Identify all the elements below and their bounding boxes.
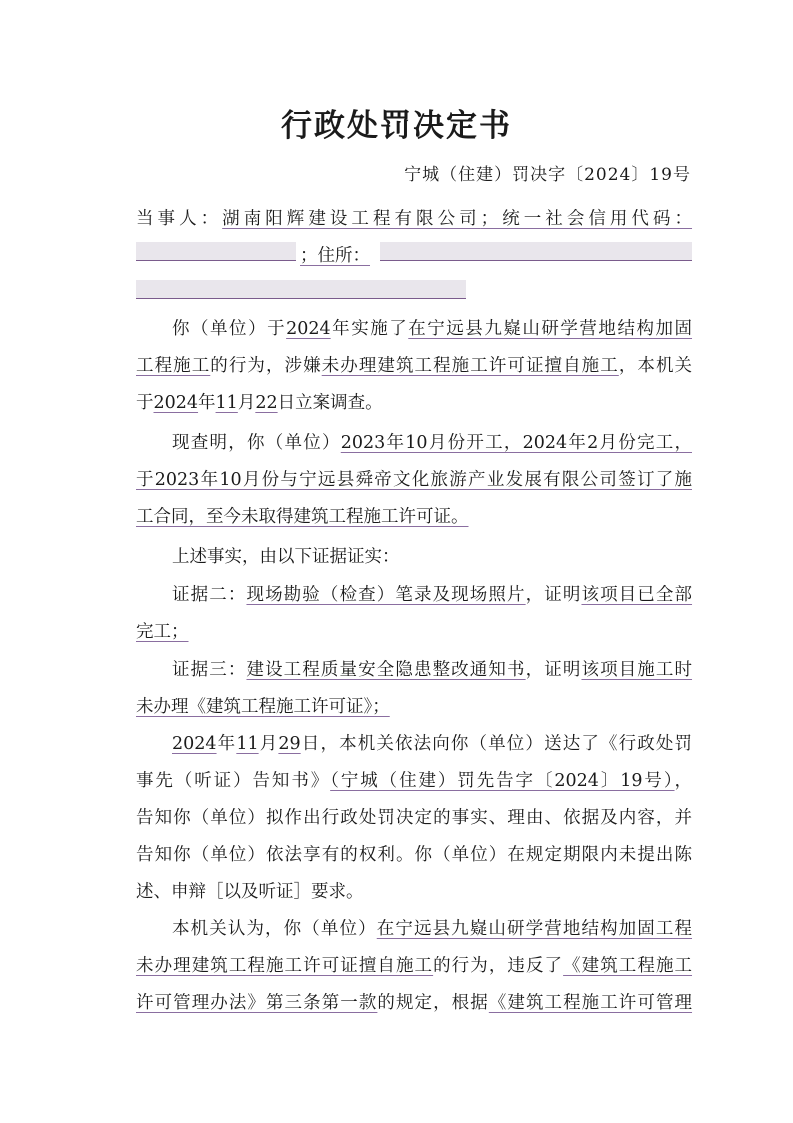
- evidence-3-line-1: 证据三：建设工程质量安全隐患整改通知书，证明该项目施工时: [172, 660, 693, 680]
- redacted-credit-code: [136, 242, 296, 261]
- evidence-2-line-2: 完工；: [136, 622, 189, 642]
- evidence-3-line-2: 未办理《建筑工程施工许可证》；: [136, 697, 390, 717]
- party-line-1: [136, 205, 692, 230]
- paragraph-5-line-2: 未办理建筑工程施工许可证擅自施工的行为，违反了《建筑工程施工: [136, 956, 693, 976]
- paragraph-5-line-1: 本机关认为，你（单位）在宁远县九嶷山研学营地结构加固工程: [172, 919, 693, 939]
- paragraph-4-line-1: 2024年11月29日，本机关依法向你（单位）送达了《行政处罚: [172, 734, 693, 754]
- paragraph-1-line-3: 于2024年11月22日立案调查。: [136, 393, 383, 413]
- paragraph-1-line-1: 你（单位）于2024年实施了在宁远县九嶷山研学营地结构加固: [172, 319, 693, 339]
- paragraph-5-line-3: 许可管理办法》第三条第一款的规定，根据《建筑工程施工许可管理: [136, 993, 693, 1013]
- paragraph-2-line-3: 工合同，至今未取得建筑工程施工许可证。: [136, 507, 469, 527]
- paragraph-4-line-5: 述、申辩［以及听证］要求。: [136, 882, 364, 902]
- document-title: 行政处罚决定书: [281, 108, 512, 144]
- paragraph-2-line-2: 于2023年10月份与宁远县舜帝文化旅游产业发展有限公司签订了施: [136, 470, 692, 490]
- paragraph-4-line-3: 告知你（单位）拟作出行政处罚决定的事实、理由、依据及内容，并: [136, 808, 692, 828]
- party-name: 湖南阳辉建设工程有限公司: [222, 209, 481, 229]
- paragraph-4-line-2: 事先（听证）告知书》（宁城（住建）罚先告字〔2024〕19号），: [136, 771, 693, 791]
- document-number: 宁城（住建）罚决字〔2024〕19号: [404, 165, 691, 185]
- paragraph-1-line-2: 工程施工的行为，涉嫌未办理建筑工程施工许可证擅自施工，本机关: [136, 356, 693, 376]
- paragraph-4-line-4: 告知你（单位）依法享有的权利。你（单位）在规定期限内未提出陈: [136, 845, 692, 865]
- redacted-address-continued: [136, 280, 466, 299]
- paragraph-3: 上述事实，由以下证据证实：: [172, 547, 400, 567]
- redacted-address: [380, 242, 692, 261]
- credit-code-label: ；统一社会信用代码：: [480, 209, 693, 229]
- address-label: ；住所：: [300, 246, 370, 266]
- evidence-2-line-1: 证据二：现场勘验（检查）笔录及现场照片，证明该项目已全部: [172, 585, 693, 605]
- paragraph-2-line-1: 现查明，你（单位）2023年10月份开工，2024年2月份完工，: [172, 433, 692, 453]
- party-label: 当事人：: [136, 209, 223, 229]
